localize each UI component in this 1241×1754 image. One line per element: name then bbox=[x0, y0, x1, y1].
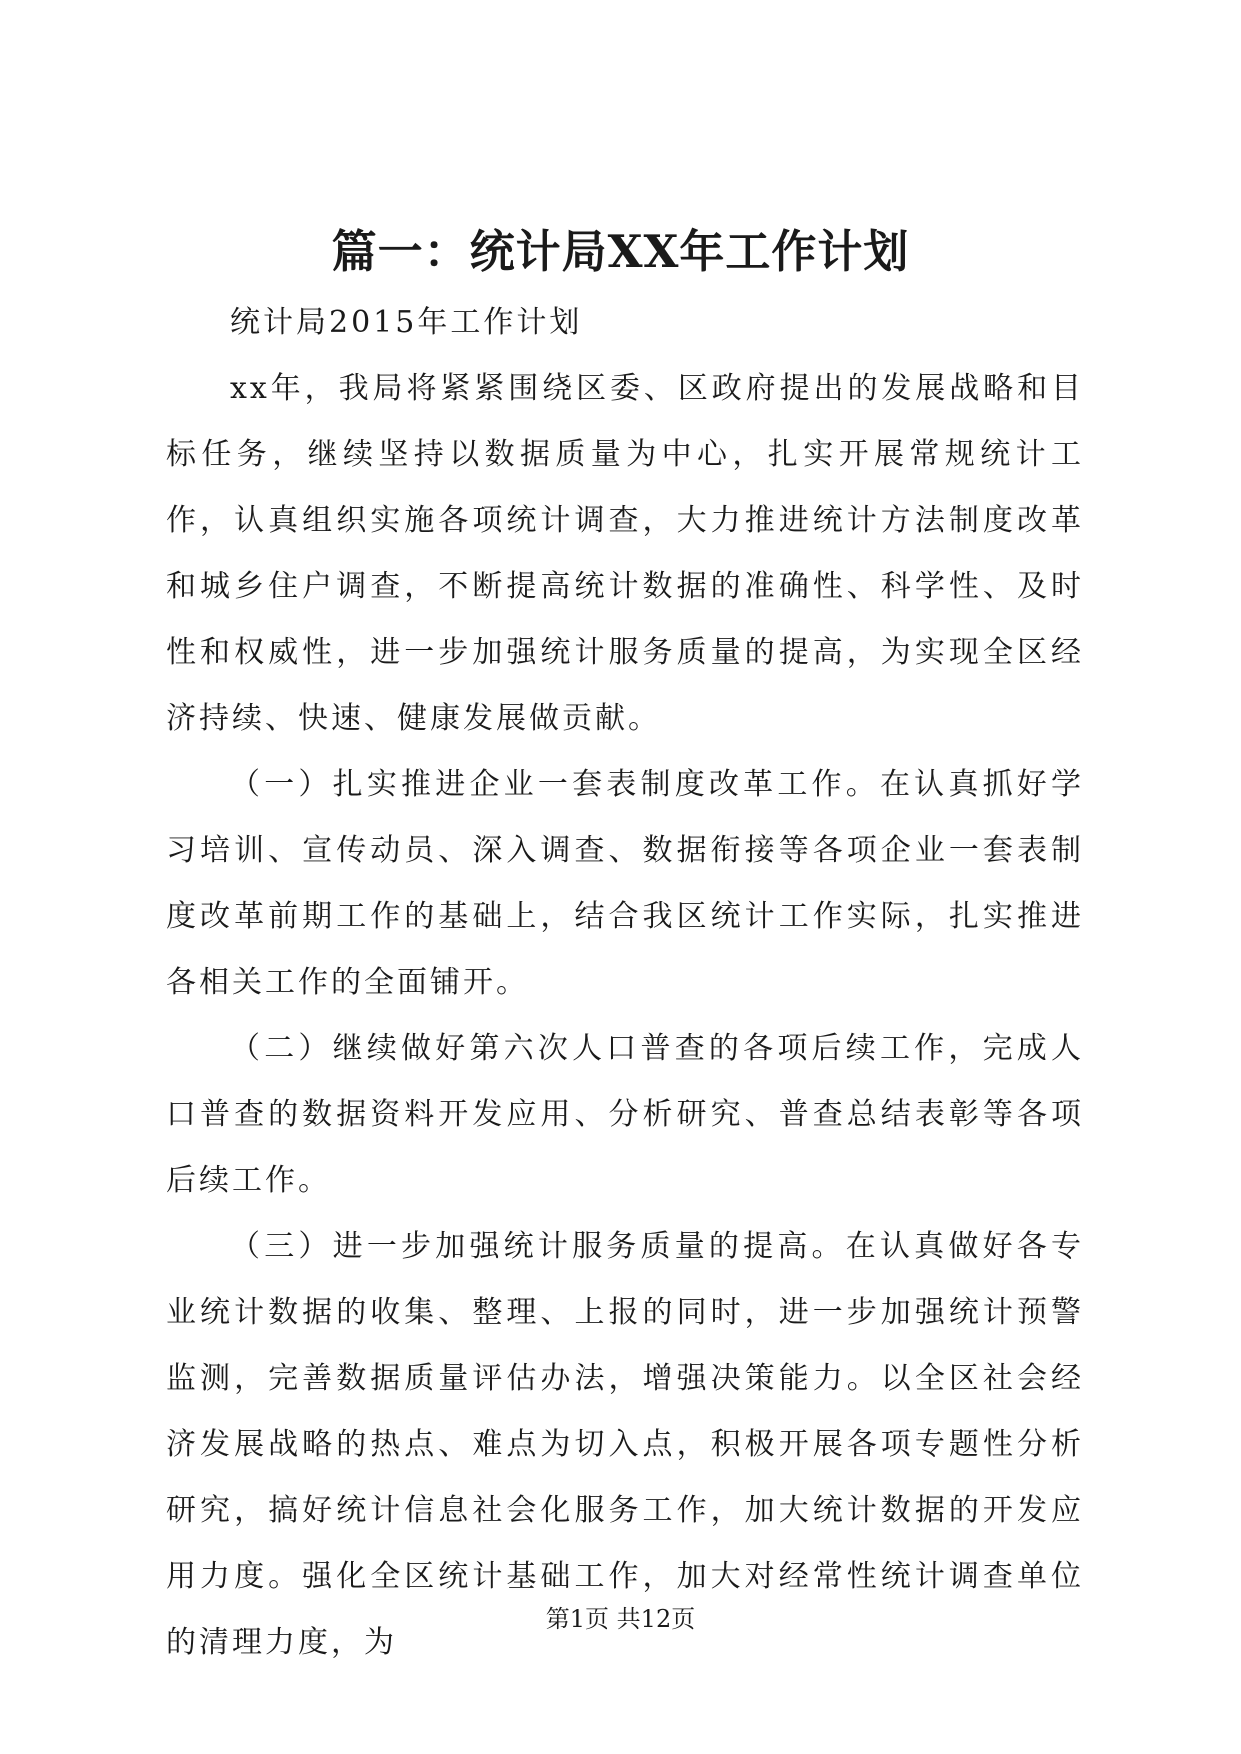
document-title: 篇一：统计局XX年工作计划 bbox=[331, 225, 910, 278]
document-subtitle: 统计局2015年工作计划 bbox=[230, 305, 583, 340]
page-footer: 第1页 共12页 bbox=[545, 1605, 696, 1633]
paragraph-item-3: （三）进一步加强统计服务质量的提高。在认真做好各专业统计数据的收集、整理、上报的同时，进一步加强统计预警监测，完善数据质量评估办法，增强决策能力。以全区社会经济发展战略的热点、难点为切入点，积极开展各项专题性分析研究，搞好统计信息社会化服务工作，加大统计数据的开发应用力度。强化全区统计基础工作，加大对经常性统计调查单位的清理力度，为 bbox=[166, 1229, 1084, 1660]
paragraph-intro: xx年，我局将紧紧围绕区委、区政府提出的发展战略和目标任务，继续坚持以数据质量为中心，扎实开展常规统计工作，认真组织实施各项统计调查，大力推进统计方法制度改革和城乡住户调查，不断提高统计数据的准确性、科学性、及时性和权威性，进一步加强统计服务质量的提高，为实现全区经济持续、快速、健康发展做贡献。 bbox=[166, 371, 1084, 736]
paragraph-item-1: （一）扎实推进企业一套表制度改革工作。在认真抓好学习培训、宣传动员、深入调查、数据衔接等各项企业一套表制度改革前期工作的基础上，结合我区统计工作实际，扎实推进各相关工作的全面铺开。 bbox=[166, 767, 1084, 1000]
document-body bbox=[166, 290, 1084, 1676]
paragraph-item-2: （二）继续做好第六次人口普查的各项后续工作，完成人口普查的数据资料开发应用、分析研究、普查总结表彰等各项后续工作。 bbox=[166, 1031, 1084, 1198]
